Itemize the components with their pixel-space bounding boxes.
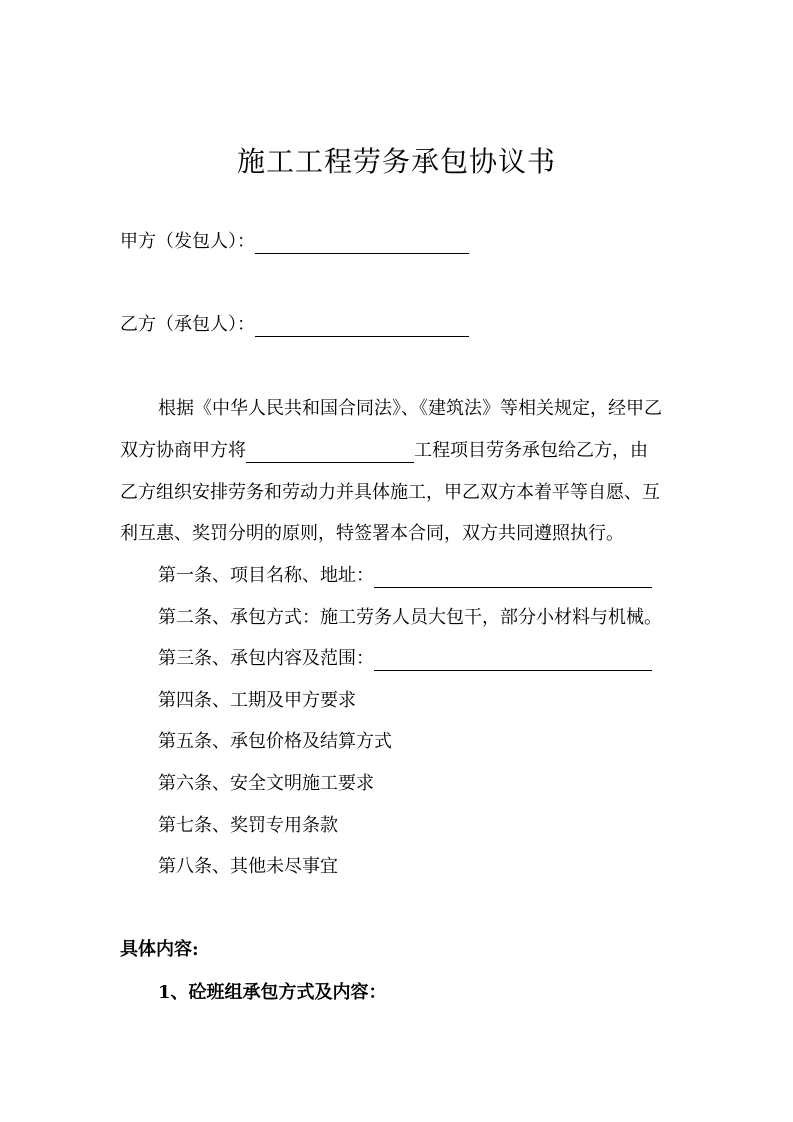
document-title: 施工工程劳务承包协议书 [236,145,556,178]
subsection-heading: 1、砼班组承包方式及内容： [158,982,387,1003]
article-3-text: 第三条、承包内容及范围： [158,648,374,669]
party-b-line [120,313,469,337]
article-1-blank[interactable] [374,569,652,588]
article-6: 第六条、安全文明施工要求 [158,773,374,794]
article-1-text: 第一条、项目名称、地址： [158,565,374,586]
party-a-line [120,230,469,254]
para1-line3: 乙方组织安排劳务和劳动力并具体施工，甲乙双方本着平等自愿、互 [120,482,660,503]
article-8: 第八条、其他未尽事宜 [158,856,338,877]
article-4: 第四条、工期及甲方要求 [158,690,356,711]
project-name-blank[interactable] [246,444,414,463]
party-a-label: 甲方（发包人）： [120,231,255,252]
article-2: 第二条、承包方式：施工劳务人员大包干，部分小材料与机械。 [158,607,662,628]
para1-line2-pre: 双方协商甲方将 [120,440,246,461]
article-3-blank[interactable] [374,652,652,671]
article-3 [158,647,652,671]
para1-line4: 利互惠、奖罚分明的原则，特签署本合同，双方共同遵照执行。 [120,523,624,544]
article-5: 第五条、承包价格及结算方式 [158,731,392,752]
article-1 [158,564,652,588]
party-b-label: 乙方（承包人）： [120,314,255,335]
section-heading: 具体内容: [120,939,199,960]
article-7: 第七条、奖罚专用条款 [158,815,338,836]
party-a-blank[interactable] [255,235,469,254]
para1-line2-post: 工程项目劳务承包给乙方，由 [414,440,648,461]
party-b-blank[interactable] [255,318,469,337]
para1-line2 [120,439,648,463]
para1-line1: 根据《中华人民共和国合同法》、《建筑法》等相关规定，经甲乙 [158,398,662,419]
